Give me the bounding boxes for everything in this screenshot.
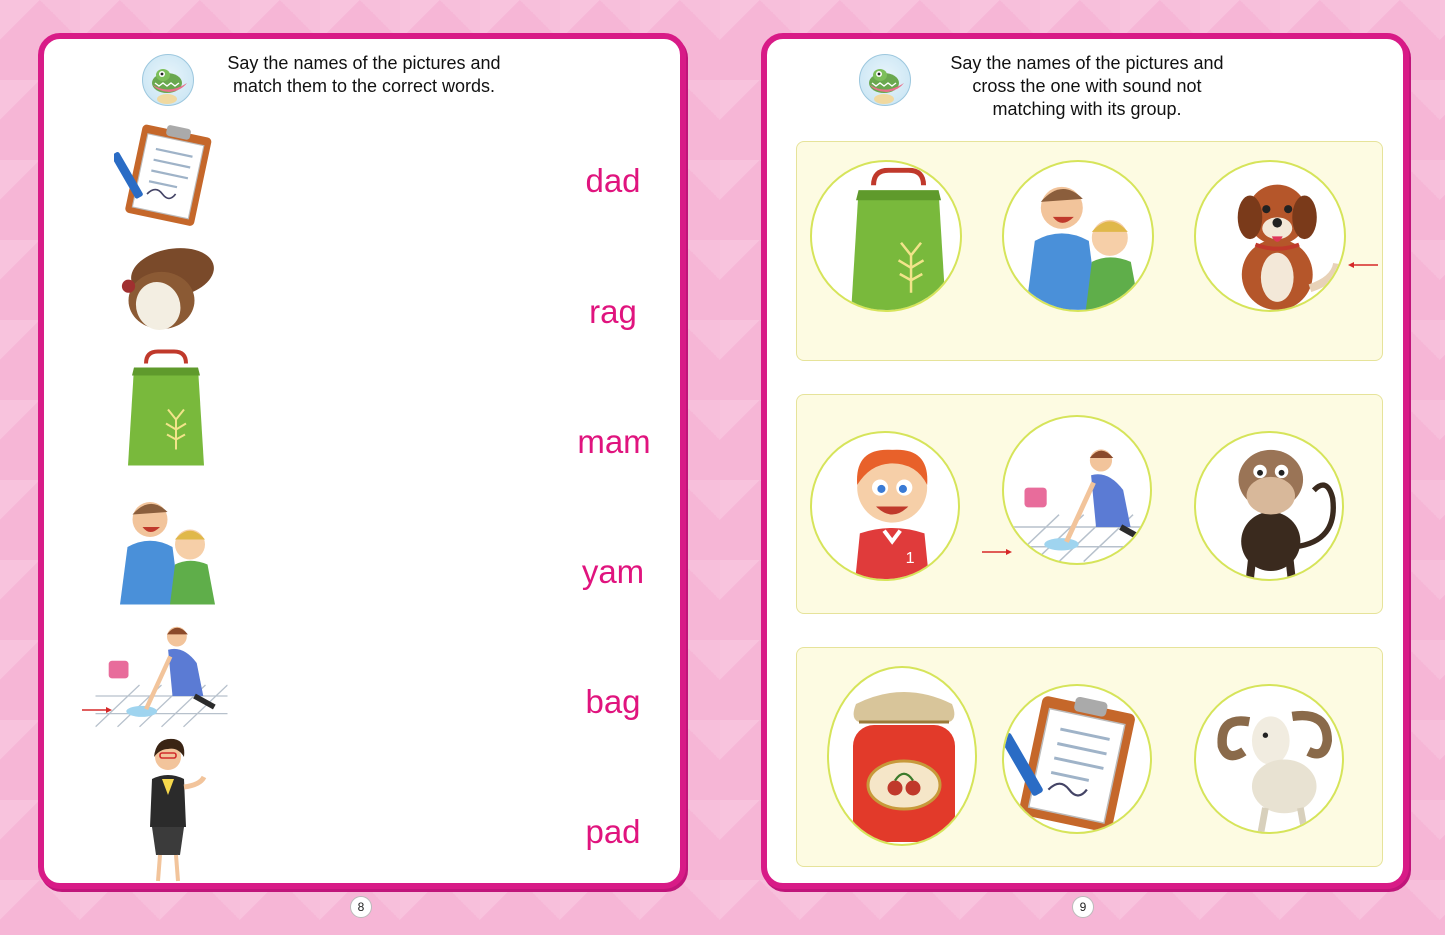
red-arrow-icon xyxy=(1348,256,1378,264)
word-rag: rag xyxy=(589,293,637,330)
picture-row-2 xyxy=(796,394,1383,614)
bag-icon xyxy=(116,347,216,472)
yam-icon xyxy=(112,229,222,339)
monkey-circle[interactable] xyxy=(1194,431,1344,581)
laughing-dad-circle[interactable] xyxy=(1002,160,1154,312)
page-number-left: 8 xyxy=(350,896,372,918)
jam-jar-circle[interactable] xyxy=(827,666,977,846)
left-worksheet-page xyxy=(38,33,686,889)
left-instruction-text: Say the names of the pictures and match them to the correct words. xyxy=(227,53,501,96)
lady-icon xyxy=(134,735,214,885)
clipboard-pad-icon xyxy=(114,117,224,227)
red-arrow-icon xyxy=(82,701,112,709)
bag-circle[interactable] xyxy=(810,160,962,312)
picture-row-1 xyxy=(796,141,1383,361)
word-dad: dad xyxy=(585,162,641,199)
clipboard-pad-circle[interactable] xyxy=(1002,684,1152,834)
crocodile-mascot-icon xyxy=(142,54,194,106)
page-number-right: 9 xyxy=(1072,896,1094,918)
boy-circle[interactable] xyxy=(810,431,960,581)
red-arrow-icon xyxy=(982,543,1012,551)
laughing-dad-icon xyxy=(102,487,238,612)
mopping-mom-circle[interactable] xyxy=(1002,415,1152,565)
crocodile-mascot-icon xyxy=(859,54,911,106)
dog-circle[interactable] xyxy=(1194,160,1346,312)
word-pad: pad xyxy=(585,813,641,850)
word-mam: mam xyxy=(577,423,651,460)
picture-row-3 xyxy=(796,647,1383,867)
word-yam: yam xyxy=(581,553,645,590)
word-bag: bag xyxy=(585,683,641,720)
ram-circle[interactable] xyxy=(1194,684,1344,834)
right-instruction-text: Say the names of the pictures and cross the one with sound not matching with its group. xyxy=(950,53,1224,119)
right-worksheet-page xyxy=(761,33,1409,889)
